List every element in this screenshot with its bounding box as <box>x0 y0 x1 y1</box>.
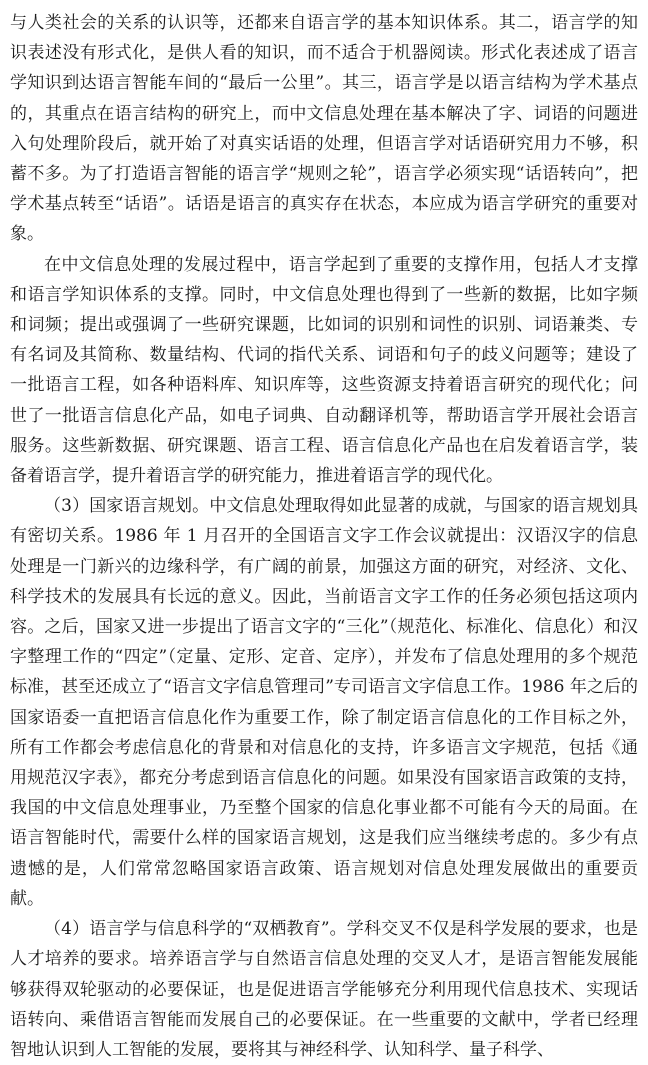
paragraph-national-language-planning: （3）国家语言规划。中文信息处理取得如此显著的成就，与国家的语言规划具有密切关系。1986 年 1 月召开的全国语言文字工作会议就提出：汉语汉字的信息处理是一门新兴的边缘科学，有广阔的前景，加强这方面的研究，对经济、文化、科学技术的发展具有长远的意义。因此，当前语言文字工作的任务必须包括这项内容。之后，国家又进一步提出了语言文字的“三化”（规范化、标准化、信息化）和汉字整理工作的“四定”（定量、定形、定音、定序），并发布了信息处理用的多个规范标准，甚至还成立了“语言文字信息管理司”专司语言文字信息工作。1986 年之后的国家语委一直把语言信息化作为重要工作，除了制定语言信息化的工作目标之外，所有工作都会考虑信息化的背景和对信息化的支持，许多语言文字规范，包括《通用规范汉字表》，都充分考虑到语言信息化的问题。如果没有国家语言政策的支持，我国的中文信息处理事业，乃至整个国家的信息化事业都不可能有今天的局面。在语言智能时代，需要什么样的国家语言规划，这是我们应当继续考虑的。多少有点遗憾的是，人们常常忽略国家语言政策、语言规划对信息处理发展做出的重要贡献。 <box>10 496 638 909</box>
paragraph-linguistics-support: 在中文信息处理的发展过程中，语言学起到了重要的支撑作用，包括人才支撑和语言学知识体系的支撑。同时，中文信息处理也得到了一些新的数据，比如字频和词频；提出或强调了一些研究课题，比如词的识别和词性的识别、词语兼类、专有名词及其简称、数量结构、代词的指代关系、词语和句子的歧义问题等；建设了一批语言工程，如各种语料库、知识库等，这些资源支持着语言研究的现代化；问世了一批语言信息化产品，如电子词典、自动翻译机等，帮助语言学开展社会语言服务。这些新数据、研究课题、语言工程、语言信息化产品也在启发着语言学，装备着语言学，提升着语言学的研究能力，推进着语言学的现代化。 <box>10 254 638 487</box>
paragraph-dual-education: （4）语言学与信息科学的“双栖教育”。学科交叉不仅是科学发展的要求，也是人才培养的要求。培养语言学与自然语言信息处理的交叉人才，是语言智能发展能够获得双轮驱动的必要保证，也是促进语言学能够充分利用现代信息技术、实现话语转向、乘借语言智能而发展自己的必要保证。在一些重要的文献中，学者已经理智地认识到人工智能的发展，要将其与神经科学、认知科学、量子科学、 <box>10 919 638 1060</box>
paragraph-continued: 与人类社会的关系的认识等，还都来自语言学的基本知识体系。其二，语言学的知识表述没有形式化，是供人看的知识，而不适合于机器阅读。形式化表述成了语言学知识到达语言智能车间的“最后一公里”。其三，语言学是以语言结构为学术基点的，其重点在语言结构的研究上，而中文信息处理在基本解决了字、词语的问题进入句处理阶段后，就开始了对真实话语的处理，但语言学对话语研究用力不够，积蓄不多。为了打造语言智能的语言学“规则之轮”，语言学必须实现“话语转向”，把学术基点转至“话语”。话语是语言的真实存在状态，本应成为语言学研究的重要对象。 <box>10 13 638 245</box>
